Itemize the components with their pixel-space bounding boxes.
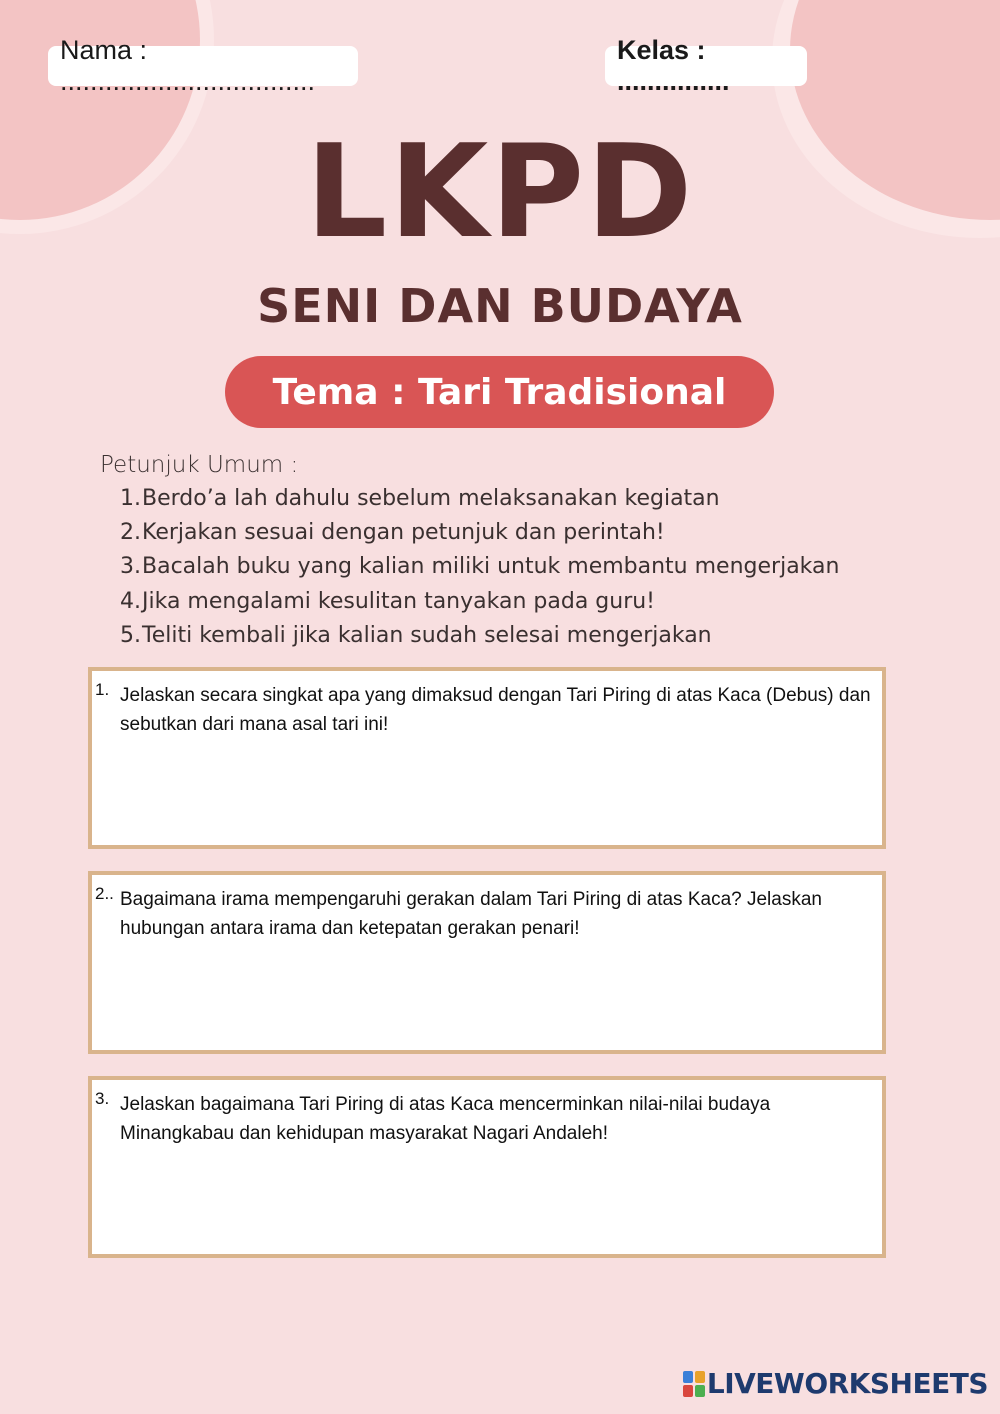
nama-field[interactable] xyxy=(48,35,358,96)
kelas-label: Kelas : ............... xyxy=(617,35,730,96)
instructions-list xyxy=(120,482,839,653)
question-1-text: Jelaskan secara singkat apa yang dimaksud dengan Tari Piring di atas Kaca (Debus) dan sebutkan dari mana asal tari ini! xyxy=(120,685,871,735)
page-title: LKPD xyxy=(305,118,695,267)
brand-text: LIVEWORKSHEETS xyxy=(706,1367,988,1400)
nama-label: Nama : .................................. xyxy=(60,35,316,96)
kelas-field[interactable] xyxy=(605,35,807,96)
question-3-number: 3. xyxy=(95,1089,110,1108)
instruction-item: 2. Kerjakan sesuai dengan petunjuk dan perintah! xyxy=(120,520,665,546)
page-subtitle: SENI DAN BUDAYA xyxy=(257,279,743,333)
instruction-item: 4. Jika mengalami kesulitan tanyakan pada guru! xyxy=(120,588,656,614)
question-3-text: Jelaskan bagaimana Tari Piring di atas Kaca mencerminkan nilai-nilai budaya Minangkabau dan kehidupan masyarakat Nagari Andaleh! xyxy=(120,1094,771,1144)
question-2-answer-box[interactable] xyxy=(88,871,886,1054)
tema-badge xyxy=(225,356,774,428)
liveworksheets-logo-icon xyxy=(683,1371,705,1397)
question-1-number: 1. xyxy=(95,680,110,699)
instruction-item: 1. Berdo’a lah dahulu sebelum melaksanakan kegiatan xyxy=(120,486,720,511)
question-2-number: 2.. xyxy=(95,884,114,903)
question-3-answer-box[interactable] xyxy=(88,1076,886,1258)
question-1-answer-box[interactable] xyxy=(88,667,886,849)
instruction-item: 3. Bacalah buku yang kalian miliki untuk membantu mengerjakan xyxy=(120,554,840,580)
tema-label: Tema : Tari Tradisional xyxy=(272,371,727,413)
instruction-item: 5. Teliti kembali jika kalian sudah selesai mengerjakan xyxy=(120,622,712,648)
question-2-text: Bagaimana irama mempengaruhi gerakan dalam Tari Piring di atas Kaca? Jelaskan hubungan antara irama dan ketepatan gerakan penari! xyxy=(120,889,822,939)
liveworksheets-brand xyxy=(683,1367,988,1400)
instructions-title: Petunjuk Umum : xyxy=(100,452,299,478)
